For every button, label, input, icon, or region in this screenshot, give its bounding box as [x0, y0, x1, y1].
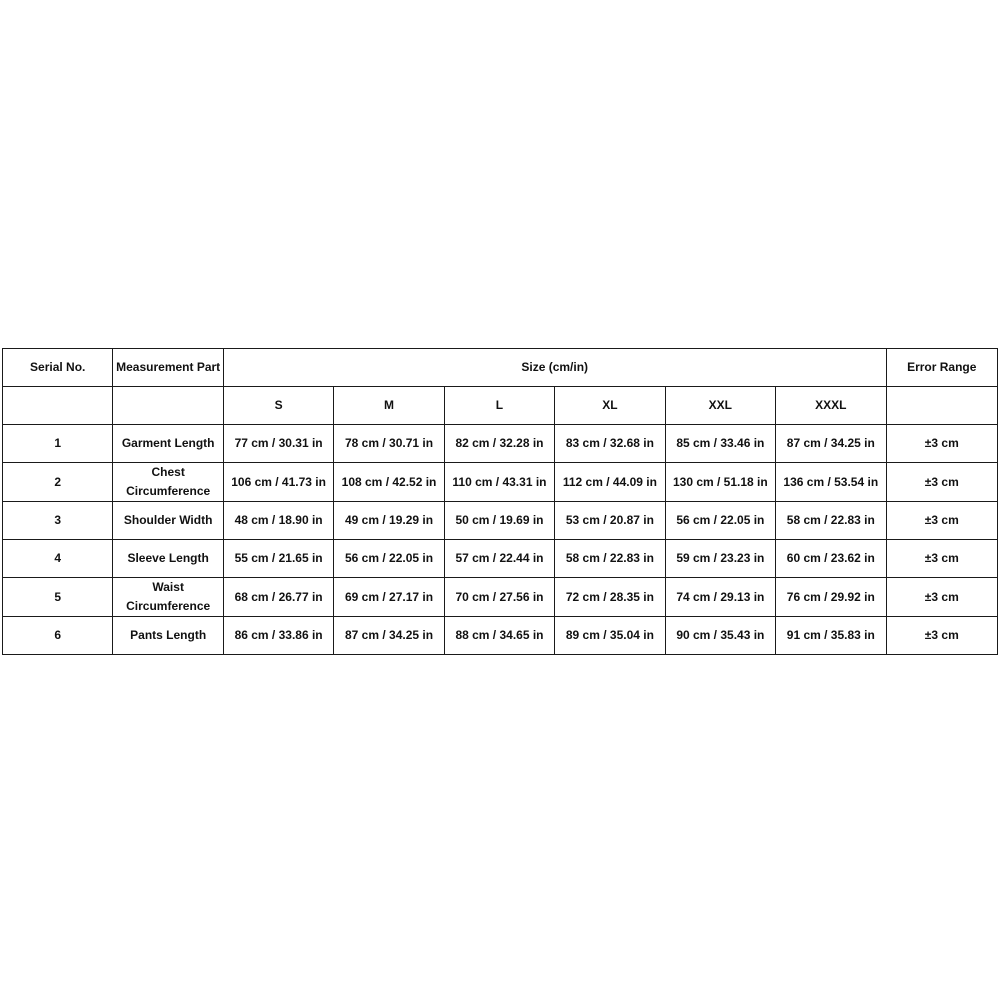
size-label-row: [3, 387, 998, 425]
size-value-cell: 48 cm / 18.90 in: [223, 502, 333, 540]
error-range-cell: ±3 cm: [886, 578, 997, 617]
size-value-cell: 76 cm / 29.92 in: [776, 578, 886, 617]
size-value-cell: 69 cm / 27.17 in: [334, 578, 444, 617]
size-value-cell: 70 cm / 27.56 in: [444, 578, 554, 617]
size-value-cell: 55 cm / 21.65 in: [223, 540, 333, 578]
size-value-cell: 91 cm / 35.83 in: [776, 617, 886, 655]
size-value-cell: 136 cm / 53.54 in: [776, 463, 886, 502]
size-value-cell: 82 cm / 32.28 in: [444, 425, 554, 463]
size-value-cell: 83 cm / 32.68 in: [555, 425, 665, 463]
serial-cell: 6: [3, 617, 113, 655]
size-value-cell: 49 cm / 19.29 in: [334, 502, 444, 540]
header-serial: Serial No.: [3, 349, 113, 387]
error-range-cell: ±3 cm: [886, 425, 997, 463]
size-value-cell: 77 cm / 30.31 in: [223, 425, 333, 463]
measurement-part-cell: Sleeve Length: [113, 540, 223, 578]
size-value-cell: 112 cm / 44.09 in: [555, 463, 665, 502]
empty-cell: [886, 387, 997, 425]
size-value-cell: 59 cm / 23.23 in: [665, 540, 775, 578]
measurement-part-cell: Pants Length: [113, 617, 223, 655]
measurement-part-cell: Chest Circumference: [113, 463, 223, 502]
size-value-cell: 88 cm / 34.65 in: [444, 617, 554, 655]
size-value-cell: 90 cm / 35.43 in: [665, 617, 775, 655]
size-value-cell: 58 cm / 22.83 in: [776, 502, 886, 540]
size-value-cell: 78 cm / 30.71 in: [334, 425, 444, 463]
table-row: [3, 540, 998, 578]
table-row: [3, 617, 998, 655]
size-value-cell: 108 cm / 42.52 in: [334, 463, 444, 502]
table-row: [3, 463, 998, 502]
serial-cell: 5: [3, 578, 113, 617]
serial-cell: 2: [3, 463, 113, 502]
error-range-cell: ±3 cm: [886, 463, 997, 502]
measurement-part-cell: Shoulder Width: [113, 502, 223, 540]
size-value-cell: 86 cm / 33.86 in: [223, 617, 333, 655]
size-chart-table: [2, 348, 998, 655]
size-label-xl: XL: [555, 387, 665, 425]
serial-cell: 4: [3, 540, 113, 578]
size-value-cell: 60 cm / 23.62 in: [776, 540, 886, 578]
size-value-cell: 110 cm / 43.31 in: [444, 463, 554, 502]
size-label-s: S: [223, 387, 333, 425]
header-measurement-part: Measurement Part: [113, 349, 223, 387]
size-value-cell: 56 cm / 22.05 in: [665, 502, 775, 540]
error-range-cell: ±3 cm: [886, 502, 997, 540]
size-label-xxl: XXL: [665, 387, 775, 425]
error-range-cell: ±3 cm: [886, 540, 997, 578]
header-error-range: Error Range: [886, 349, 997, 387]
table-row: [3, 502, 998, 540]
empty-cell: [113, 387, 223, 425]
size-value-cell: 58 cm / 22.83 in: [555, 540, 665, 578]
measurement-part-cell: Waist Circumference: [113, 578, 223, 617]
table-row: [3, 425, 998, 463]
empty-cell: [3, 387, 113, 425]
size-label-l: L: [444, 387, 554, 425]
serial-cell: 1: [3, 425, 113, 463]
size-value-cell: 85 cm / 33.46 in: [665, 425, 775, 463]
header-size-group: Size (cm/in): [223, 349, 886, 387]
size-value-cell: 57 cm / 22.44 in: [444, 540, 554, 578]
table-row: [3, 578, 998, 617]
error-range-cell: ±3 cm: [886, 617, 997, 655]
size-value-cell: 130 cm / 51.18 in: [665, 463, 775, 502]
size-label-xxxl: XXXL: [776, 387, 886, 425]
size-label-m: M: [334, 387, 444, 425]
size-value-cell: 56 cm / 22.05 in: [334, 540, 444, 578]
size-value-cell: 106 cm / 41.73 in: [223, 463, 333, 502]
serial-cell: 3: [3, 502, 113, 540]
measurement-part-cell: Garment Length: [113, 425, 223, 463]
size-value-cell: 50 cm / 19.69 in: [444, 502, 554, 540]
size-value-cell: 89 cm / 35.04 in: [555, 617, 665, 655]
size-value-cell: 72 cm / 28.35 in: [555, 578, 665, 617]
size-value-cell: 87 cm / 34.25 in: [334, 617, 444, 655]
header-row: [3, 349, 998, 387]
size-value-cell: 74 cm / 29.13 in: [665, 578, 775, 617]
size-value-cell: 87 cm / 34.25 in: [776, 425, 886, 463]
size-value-cell: 68 cm / 26.77 in: [223, 578, 333, 617]
size-value-cell: 53 cm / 20.87 in: [555, 502, 665, 540]
